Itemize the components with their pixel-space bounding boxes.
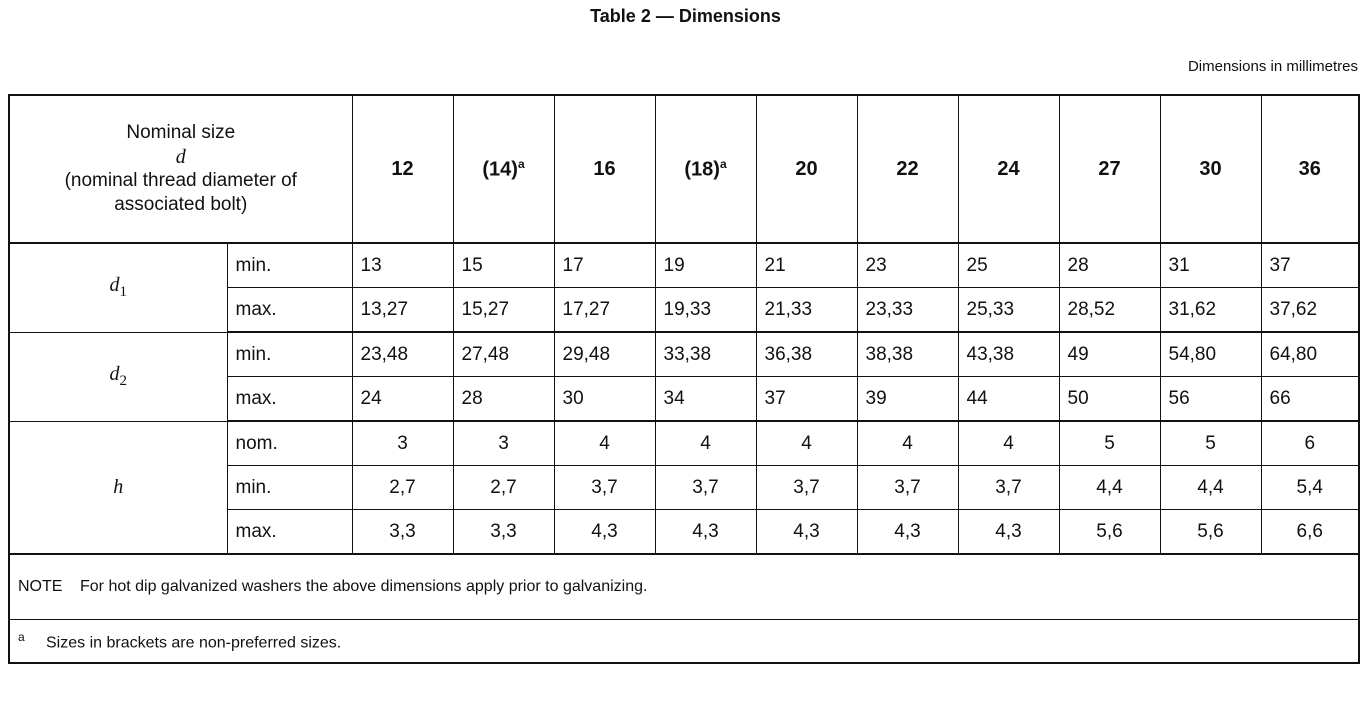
cell-value: 3,7 <box>655 466 756 510</box>
size-header-3 <box>655 95 756 243</box>
cell-value: 4 <box>756 421 857 466</box>
cell-value: 38,38 <box>857 332 958 377</box>
units-note: Dimensions in millimetres <box>1187 58 1358 75</box>
limit-label: min. <box>227 466 352 510</box>
size-value: 20 <box>795 157 818 180</box>
size-value: 24 <box>997 157 1020 180</box>
cell-value: 33,38 <box>655 332 756 377</box>
size-value: 22 <box>896 157 919 180</box>
footnote-mark: a <box>18 629 25 644</box>
note-row <box>9 554 1359 620</box>
cell-value: 4,4 <box>1160 466 1261 510</box>
symbol-letter: d <box>109 274 120 297</box>
cell-value: 39 <box>857 377 958 422</box>
symbol-subscript: 1 <box>119 284 127 301</box>
cell-value: 50 <box>1059 377 1160 422</box>
cell-value: 6 <box>1261 421 1359 466</box>
cell-value: 5,6 <box>1160 510 1261 555</box>
size-header-7 <box>1059 95 1160 243</box>
cell-value: 17 <box>554 243 655 288</box>
cell-value: 4,3 <box>756 510 857 555</box>
table-row <box>9 243 1359 288</box>
cell-value: 28 <box>1059 243 1160 288</box>
footnote-mark: a <box>517 156 525 171</box>
note-text: For hot dip galvanized washers the above dimensions apply prior to galvanizing. <box>80 578 648 595</box>
symbol-h <box>9 421 227 554</box>
cell-value: 4,3 <box>958 510 1059 555</box>
size-value: (14) <box>482 158 518 181</box>
cell-value: 5,4 <box>1261 466 1359 510</box>
cell-value: 15 <box>453 243 554 288</box>
cell-value: 3 <box>352 421 453 466</box>
cell-value: 19 <box>655 243 756 288</box>
size-header-2 <box>554 95 655 243</box>
limit-label: max. <box>227 288 352 333</box>
cell-value: 3 <box>453 421 554 466</box>
cell-value: 2,7 <box>453 466 554 510</box>
symbol-d1 <box>9 243 227 332</box>
cell-value: 43,38 <box>958 332 1059 377</box>
cell-value: 37,62 <box>1261 288 1359 333</box>
cell-value: 25 <box>958 243 1059 288</box>
size-header-0 <box>352 95 453 243</box>
cell-value: 34 <box>655 377 756 422</box>
cell-value: 2,7 <box>352 466 453 510</box>
nominal-size-description: (nominal thread diameter of associated bolt) <box>64 170 297 215</box>
cell-value: 4,3 <box>655 510 756 555</box>
table-row <box>9 332 1359 377</box>
cell-value: 3,7 <box>958 466 1059 510</box>
size-value: 12 <box>391 157 414 180</box>
footnote-mark: a <box>719 156 727 171</box>
cell-value: 28,52 <box>1059 288 1160 333</box>
cell-value: 4,3 <box>857 510 958 555</box>
cell-value: 5,6 <box>1059 510 1160 555</box>
note-cell <box>9 554 1359 620</box>
cell-value: 15,27 <box>453 288 554 333</box>
cell-value: 24 <box>352 377 453 422</box>
symbol-subscript: 2 <box>119 373 127 389</box>
cell-value: 5 <box>1059 421 1160 466</box>
cell-value: 23,48 <box>352 332 453 377</box>
cell-value: 13 <box>352 243 453 288</box>
cell-value: 4 <box>958 421 1059 466</box>
table-title: Table 2 — Dimensions <box>590 6 781 26</box>
size-header-4 <box>756 95 857 243</box>
cell-value: 66 <box>1261 377 1359 422</box>
size-header-8 <box>1160 95 1261 243</box>
cell-value: 21,33 <box>756 288 857 333</box>
cell-value: 31 <box>1160 243 1261 288</box>
cell-value: 4,3 <box>554 510 655 555</box>
cell-value: 36,38 <box>756 332 857 377</box>
header-row <box>9 95 1359 243</box>
cell-value: 31,62 <box>1160 288 1261 333</box>
cell-value: 30 <box>554 377 655 422</box>
symbol-letter: h <box>113 475 124 498</box>
cell-value: 3,7 <box>554 466 655 510</box>
cell-value: 44 <box>958 377 1059 422</box>
cell-value: 3,7 <box>756 466 857 510</box>
size-value: 36 <box>1298 157 1321 180</box>
cell-value: 5 <box>1160 421 1261 466</box>
cell-value: 6,6 <box>1261 510 1359 555</box>
cell-value: 56 <box>1160 377 1261 422</box>
footnote-cell <box>9 620 1359 664</box>
dimensions-table <box>8 94 1360 664</box>
cell-value: 37 <box>1261 243 1359 288</box>
cell-value: 3,7 <box>857 466 958 510</box>
note-label: NOTE <box>18 578 63 595</box>
cell-value: 17,27 <box>554 288 655 333</box>
cell-value: 4 <box>857 421 958 466</box>
size-value: 27 <box>1098 157 1121 180</box>
cell-value: 23 <box>857 243 958 288</box>
cell-value: 4 <box>554 421 655 466</box>
cell-value: 3,3 <box>352 510 453 555</box>
cell-value: 29,48 <box>554 332 655 377</box>
cell-value: 13,27 <box>352 288 453 333</box>
cell-value: 27,48 <box>453 332 554 377</box>
limit-label: nom. <box>227 421 352 466</box>
footnote-text: Sizes in brackets are non-preferred sizes. <box>46 634 342 652</box>
symbol-d2 <box>9 332 227 421</box>
nominal-size-header <box>9 95 352 243</box>
cell-value: 37 <box>756 377 857 422</box>
footnote-row <box>9 620 1359 664</box>
cell-value: 54,80 <box>1160 332 1261 377</box>
size-header-5 <box>857 95 958 243</box>
cell-value: 49 <box>1059 332 1160 377</box>
cell-value: 3,3 <box>453 510 554 555</box>
size-header-1 <box>453 95 554 243</box>
symbol-letter: d <box>109 363 120 385</box>
limit-label: min. <box>227 332 352 377</box>
size-header-9 <box>1261 95 1359 243</box>
cell-value: 4,4 <box>1059 466 1160 510</box>
cell-value: 25,33 <box>958 288 1059 333</box>
nominal-size-label: Nominal size <box>126 122 236 143</box>
cell-value: 19,33 <box>655 288 756 333</box>
nominal-size-symbol: d <box>175 146 186 168</box>
size-value: 16 <box>593 157 616 180</box>
cell-value: 4 <box>655 421 756 466</box>
limit-label: max. <box>227 510 352 555</box>
cell-value: 23,33 <box>857 288 958 333</box>
cell-value: 21 <box>756 243 857 288</box>
cell-value: 28 <box>453 377 554 422</box>
size-header-6 <box>958 95 1059 243</box>
limit-label: min. <box>227 243 352 288</box>
table-row <box>9 421 1359 466</box>
limit-label: max. <box>227 377 352 422</box>
cell-value: 64,80 <box>1261 332 1359 377</box>
size-value: (18) <box>684 158 720 181</box>
size-value: 30 <box>1199 157 1222 180</box>
